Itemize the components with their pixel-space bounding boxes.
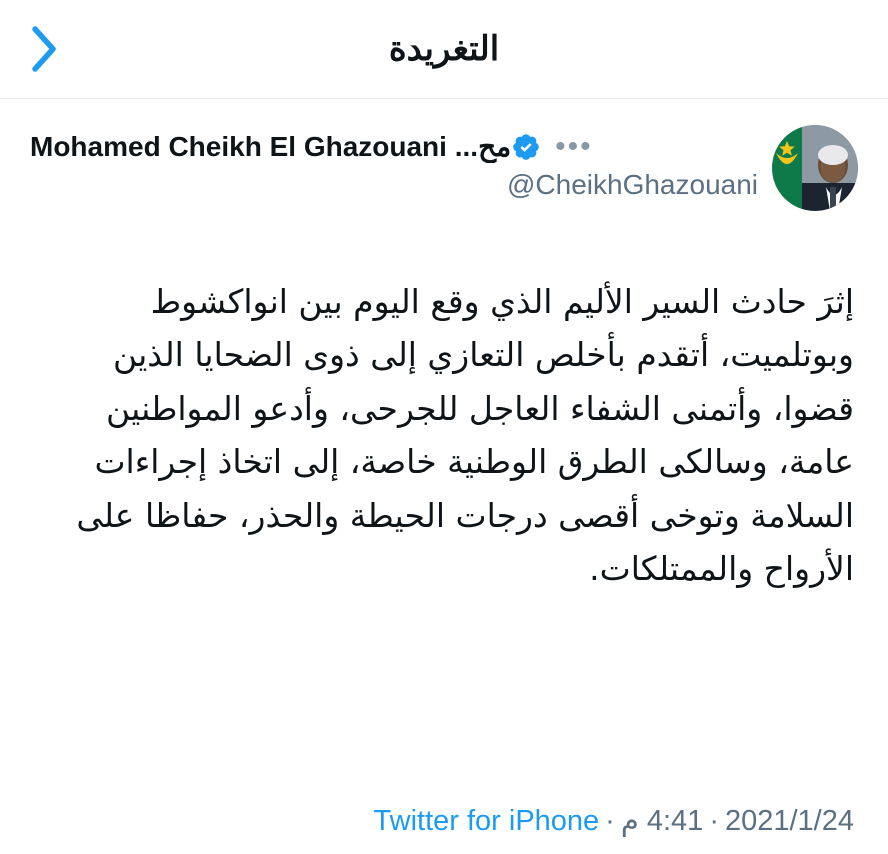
author-display-name[interactable]: Mohamed Cheikh El Ghazouani ...مح xyxy=(30,131,512,162)
more-options-icon[interactable]: ••• xyxy=(555,130,593,164)
author-name-row xyxy=(30,131,758,163)
author-handle[interactable]: @CheikhGhazouani xyxy=(506,169,758,201)
header-bar xyxy=(0,0,888,99)
page-title: التغريدة xyxy=(388,30,500,68)
meta-separator-2: · xyxy=(605,805,615,837)
tweet-date: 2021/1/24 xyxy=(724,805,854,837)
tweet-source-link[interactable]: Twitter for iPhone xyxy=(373,805,600,837)
chevron-right-icon[interactable] xyxy=(24,26,64,72)
verified-badge-icon xyxy=(511,132,541,162)
tweet-meta xyxy=(0,803,888,838)
tweet-author-row xyxy=(30,125,858,211)
meta-separator-1: · xyxy=(709,805,719,837)
tweet-text: إثرَ حادث السير الأليم الذي وقع اليوم بين انواكشوط وبوتلميت، أتقدم بأخلص التعازي إلى ذوى الضحايا الذين قضوا، وأتمنى الشفاء العاجل للجرحى، وأدعو المواطنين عامة، وسالكى الطرق الوطنية خاصة، إلى اتخاذ إجراءات السلامة وتوخى أقصى درجات الحيطة والحذر، حفاظا على الأرواح والممتلكات. xyxy=(76,282,854,589)
tweet-time: 4:41 م xyxy=(620,805,704,837)
avatar[interactable] xyxy=(772,125,858,211)
tweet-container xyxy=(0,99,888,596)
author-name-block xyxy=(30,125,758,201)
